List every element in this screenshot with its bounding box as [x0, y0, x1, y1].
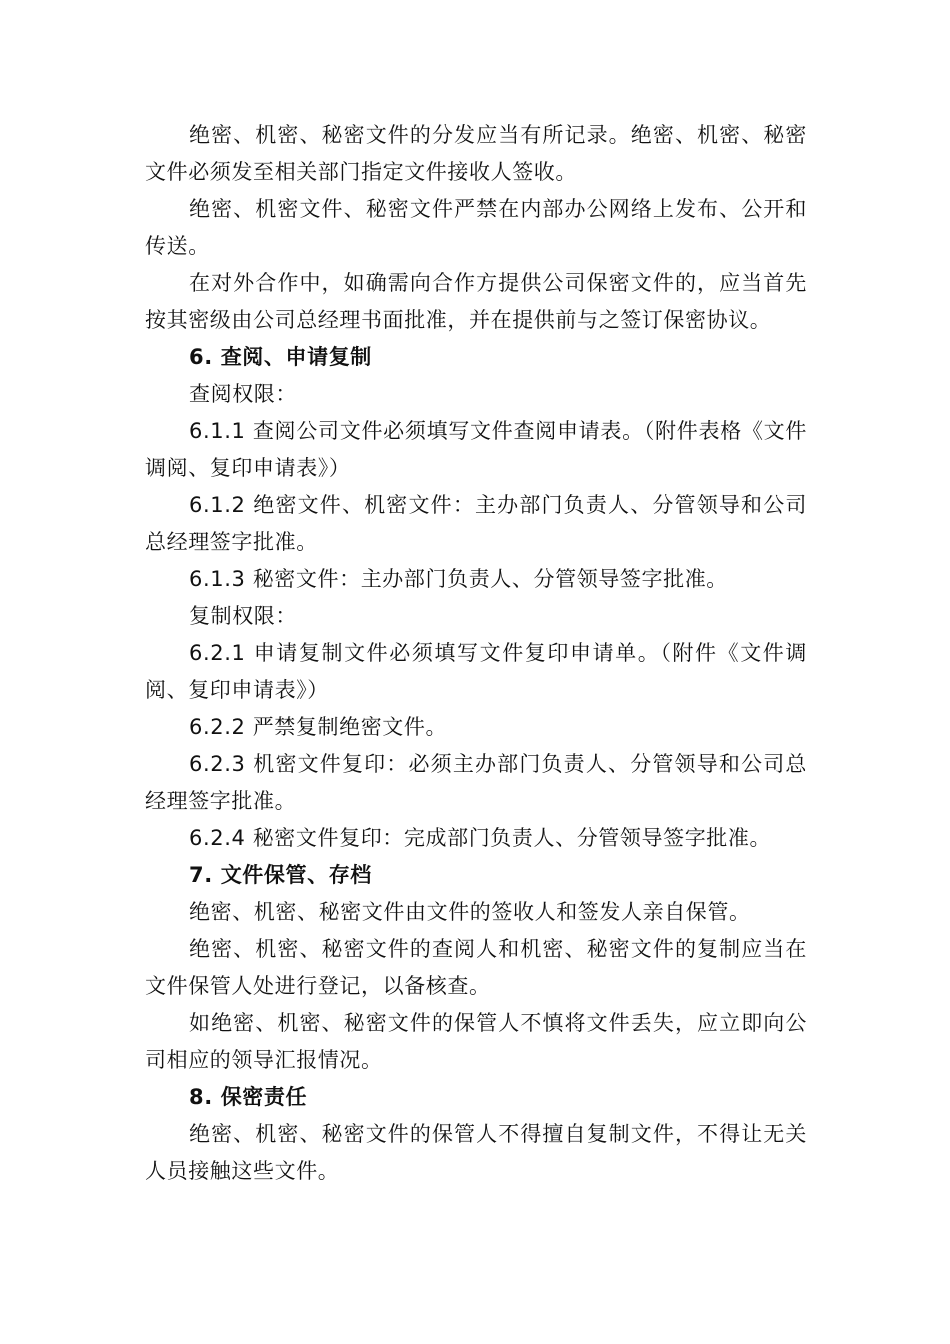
- paragraph-registration: 绝密、机密、秘密文件的查阅人和机密、秘密文件的复制应当在文件保管人处进行登记，以备核查。: [145, 937, 807, 998]
- section-heading-8: 8. 保密责任: [189, 1085, 308, 1109]
- clause-6-1-1: 6.1.1 查阅公司文件必须填写文件查阅申请表。（附件表格《文件调阅、复印申请表》）: [145, 419, 807, 480]
- clause-6-2-1: 6.2.1 申请复制文件必须填写文件复印申请单。（附件《文件调阅、复印申请表》）: [145, 641, 807, 702]
- subheading-view-permission: 查阅权限：: [189, 382, 297, 406]
- paragraph-custody: 绝密、机密、秘密文件由文件的签收人和签发人亲自保管。: [189, 900, 751, 924]
- clause-6-2-4: 6.2.4 秘密文件复印：完成部门负责人、分管领导签字批准。: [189, 826, 772, 850]
- document-body: [145, 117, 807, 1190]
- paragraph-loss-report: 如绝密、机密、秘密文件的保管人不慎将文件丢失，应立即向公司相应的领导汇报情况。: [145, 1011, 807, 1072]
- paragraph-network-ban: 绝密、机密文件、秘密文件严禁在内部办公网络上发布、公开和传送。: [145, 197, 807, 258]
- clause-6-2-2: 6.2.2 严禁复制绝密文件。: [189, 715, 448, 739]
- section-heading-7: 7. 文件保管、存档: [189, 863, 372, 887]
- paragraph-confidentiality-duty: 绝密、机密、秘密文件的保管人不得擅自复制文件，不得让无关人员接触这些文件。: [145, 1122, 807, 1183]
- clause-6-2-3: 6.2.3 机密文件复印：必须主办部门负责人、分管领导和公司总经理签字批准。: [145, 752, 807, 813]
- paragraph-external-cooperation: 在对外合作中，如确需向合作方提供公司保密文件的，应当首先按其密级由公司总经理书面批准，并在提供前与之签订保密协议。: [145, 271, 807, 332]
- subheading-copy-permission: 复制权限：: [189, 604, 297, 628]
- clause-6-1-3: 6.1.3 秘密文件：主办部门负责人、分管领导签字批准。: [189, 567, 728, 591]
- section-heading-6: 6. 查阅、申请复制: [189, 345, 372, 369]
- clause-6-1-2: 6.1.2 绝密文件、机密文件：主办部门负责人、分管领导和公司总经理签字批准。: [145, 493, 807, 554]
- paragraph-distribution-record: 绝密、机密、秘密文件的分发应当有所记录。绝密、机密、秘密文件必须发至相关部门指定文件接收人签收。: [145, 123, 807, 184]
